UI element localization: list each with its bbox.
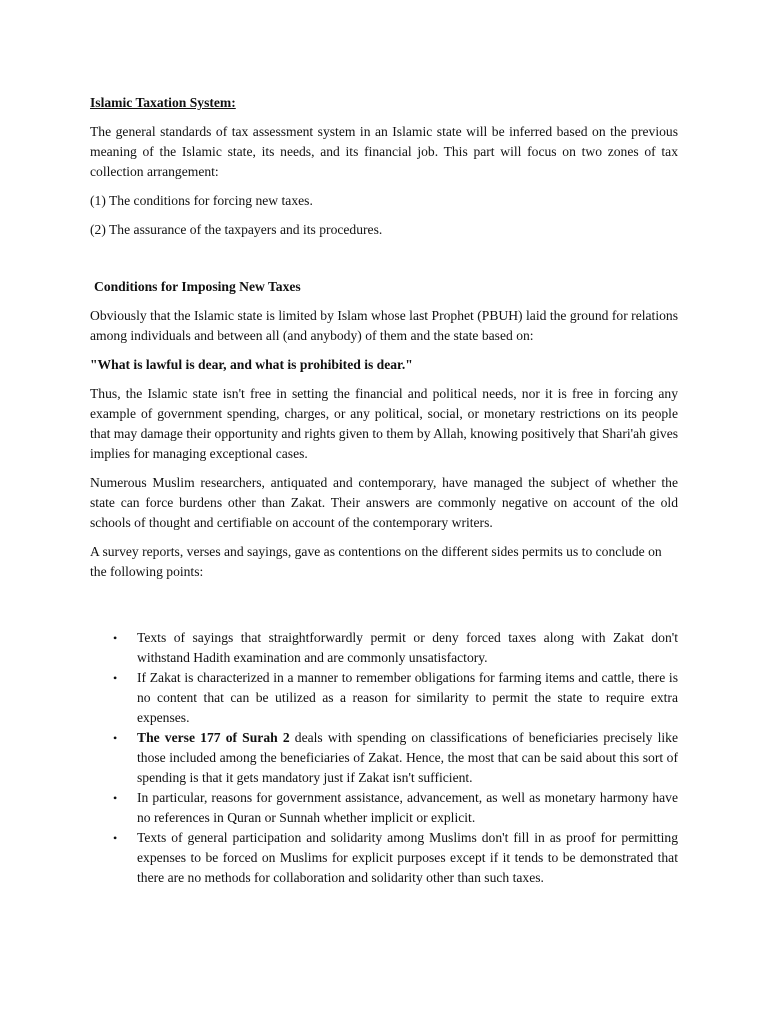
paragraph-1: Obviously that the Islamic state is limited by Islam whose last Prophet (PBUH) laid the ground for relations among individuals and between all (and anybody) of them and the state based on:	[90, 308, 678, 343]
bullet-icon: •	[113, 831, 118, 845]
list-item-text: Texts of sayings that straightforwardly permit or deny forced taxes along with Zakat don't withstand Hadith examination and are commonly unsatisfactory.	[137, 630, 678, 665]
list-item	[90, 788, 678, 828]
bullet-icon: •	[113, 731, 118, 745]
point-1: (1) The conditions for forcing new taxes.	[90, 193, 313, 208]
bullet-icon: •	[113, 631, 118, 645]
spacer	[90, 591, 678, 628]
list-item	[90, 628, 678, 668]
list-item-text: Texts of general participation and solidarity among Muslims don't fill in as proof for permitting expenses to be forced on Muslims for explicit purposes except if it tends to be demonstrated that there are no methods for collaboration and solidarity other than such taxes.	[137, 830, 678, 885]
bullet-list	[90, 628, 678, 888]
point-2: (2) The assurance of the taxpayers and its procedures.	[90, 222, 383, 237]
section-heading: Conditions for Imposing New Taxes	[94, 279, 301, 294]
paragraph-2: Thus, the Islamic state isn't free in setting the financial and political needs, nor it is free in forcing any example of government spending, charges, or any political, social, or monetary restrictions on its people that may damage their opportunity and rights given to them by Allah, knowing positively that Shari'ah gives implies for managing exceptional cases.	[90, 386, 679, 461]
quote: "What is lawful is dear, and what is prohibited is dear."	[90, 357, 413, 372]
document-title: Islamic Taxation System:	[90, 95, 236, 110]
list-item	[90, 728, 678, 788]
bullet-icon: •	[113, 671, 118, 685]
list-item-text: If Zakat is characterized in a manner to remember obligations for farming items and cattle, there is no content that can be utilized as a reason for similarity to permit the state to require extra expenses.	[137, 670, 678, 725]
paragraph-4: A survey reports, verses and sayings, gave as contentions on the different sides permits us to conclude on the following points:	[90, 544, 662, 579]
list-item	[90, 828, 678, 888]
list-item-bold-text: The verse 177 of Surah 2	[137, 730, 290, 745]
list-item-text: In particular, reasons for government assistance, advancement, as well as monetary harmony have no references in Quran or Sunnah whether implicit or explicit.	[137, 790, 678, 825]
document-page	[90, 93, 678, 888]
bullet-icon: •	[113, 791, 118, 805]
intro-paragraph: The general standards of tax assessment system in an Islamic state will be inferred based on the previous meaning of the Islamic state, its needs, and its financial job. This part will focus on two zones of tax collection arrangement:	[90, 124, 678, 179]
paragraph-3: Numerous Muslim researchers, antiquated and contemporary, have managed the subject of whether the state can force burdens other than Zakat. Their answers are commonly negative on account of the old schools of thought and certifiable on account of the contemporary writers.	[90, 475, 678, 530]
list-item-text: deals with spending on classifications of beneficiaries precisely like those included among the beneficiaries of Zakat. Hence, the most that can be said about this sort of spending is that it gets mandatory just if Zakat isn't sufficient.	[137, 730, 678, 785]
list-item	[90, 668, 678, 728]
spacer	[90, 249, 678, 277]
